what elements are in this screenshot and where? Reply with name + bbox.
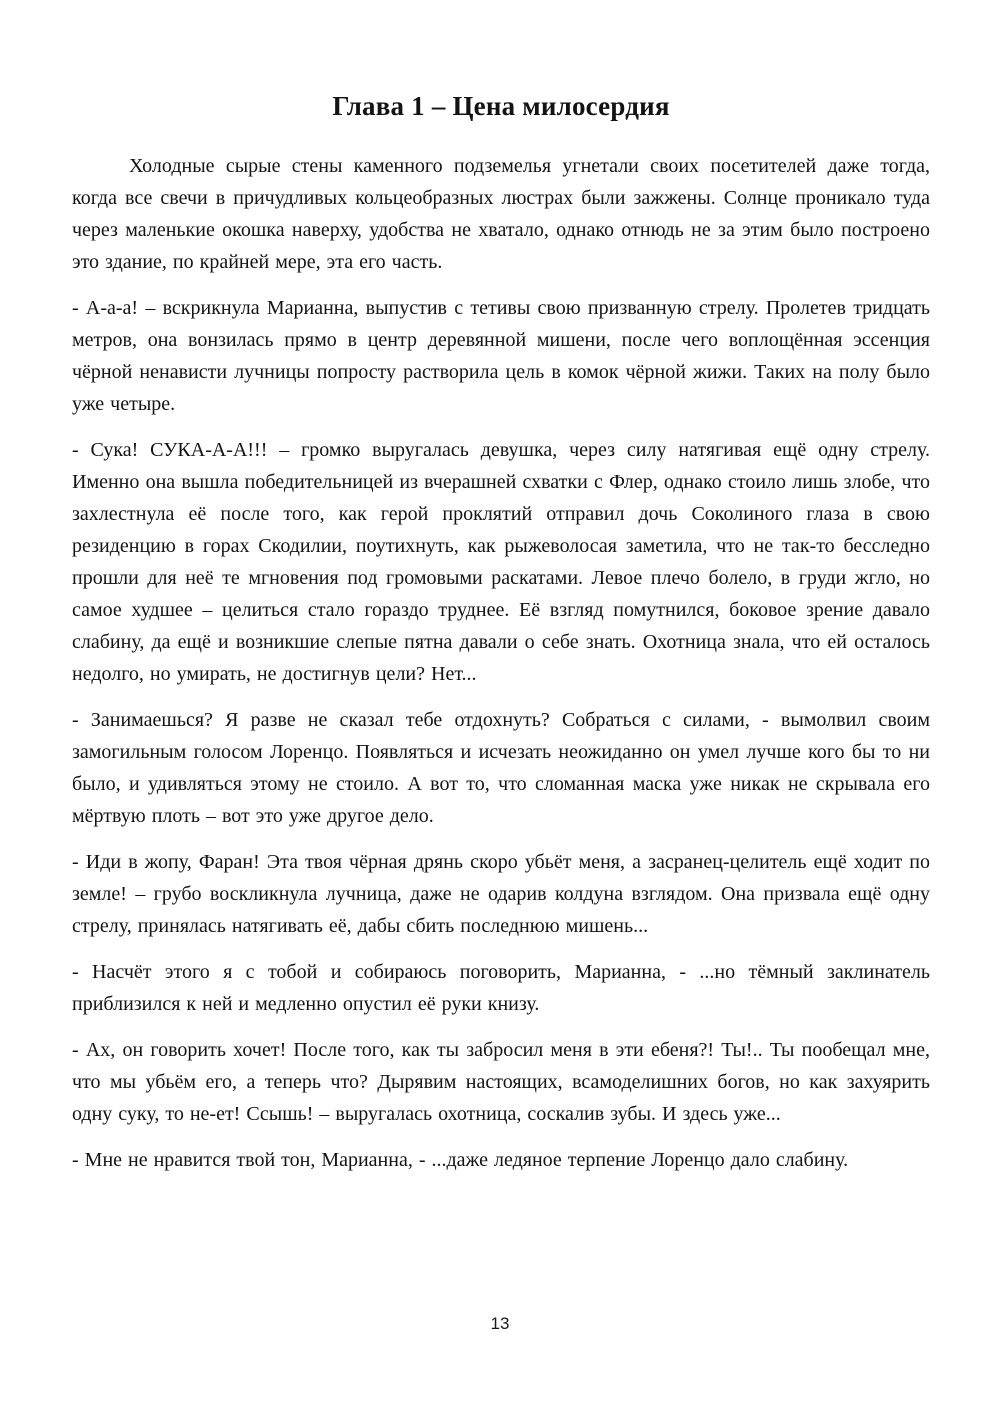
paragraph: - А-а-а! – вскрикнула Марианна, выпустив с тетивы свою призванную стрелу. Пролетев тридцать метров, она вонзилась прямо в центр деревянной мишени, после чего воплощённая эссенция чёрной ненависти лучницы попросту растворила цель в комок чёрной жижи. Таких на полу было уже четыре. bbox=[72, 296, 930, 415]
body-text bbox=[72, 150, 930, 1176]
page-number: 13 bbox=[490, 1314, 510, 1333]
paragraph: - Мне не нравится твой тон, Марианна, - ...даже ледяное терпение Лоренцо дало слабину. bbox=[72, 1148, 849, 1171]
chapter-title: Глава 1 – Цена милосердия bbox=[332, 91, 670, 121]
paragraph: Холодные сырые стены каменного подземелья угнетали своих посетителей даже тогда, когда все свечи в причудливых кольцеобразных люстрах были зажжены. Солнце проникало туда через маленькие окошка наверху, удобства не хватало, однако отнюдь не за этим было построено это здание, по крайней мере, эта его часть. bbox=[72, 154, 930, 273]
paragraph: - Занимаешься? Я разве не сказал тебе отдохнуть? Собраться с силами, - вымолвил своим замогильным голосом Лоренцо. Появляться и исчезать неожиданно он умел лучше кого бы то ни было, и удивляться этому не стоило. А вот то, что сломанная маска уже никак не скрывала его мёртвую плоть – вот это уже другое дело. bbox=[72, 708, 930, 827]
paragraph: - Сука! СУКА-А-А!!! – громко выругалась девушка, через силу натягивая ещё одну стрелу. Именно она вышла победительницей из вчерашней схватки с Флер, однако стоило лишь злобе, что захлестнула её после того, как герой проклятий отправил дочь Соколиного глаза в свою резиденцию в горах Скодилии, поутихнуть, как рыжеволосая заметила, что не так-то бесследно прошли для неё те мгновения под громовыми раскатами. Левое плечо болело, в груди жгло, но самое худшее – целиться стало гораздо труднее. Её взгляд помутнился, боковое зрение давало слабину, да ещё и возникшие слепые пятна давали о себе знать. Охотница знала, что ей осталось недолго, но умирать, не достигнув цели? Нет... bbox=[72, 438, 930, 685]
paragraph: - Насчёт этого я с тобой и собираюсь поговорить, Марианна, - ...но тёмный заклинатель приблизился к ней и медленно опустил её руки книзу. bbox=[72, 960, 930, 1015]
paragraph: - Иди в жопу, Фаран! Эта твоя чёрная дрянь скоро убьёт меня, а засранец-целитель ещё ходит по земле! – грубо воскликнула лучница, даже не одарив колдуна взглядом. Она призвала ещё одну стрелу, принялась натягивать её, дабы сбить последнюю мишень... bbox=[72, 850, 930, 937]
paragraph: - Ах, он говорить хочет! После того, как ты забросил меня в эти ебеня?! Ты!.. Ты пообещал мне, что мы убьём его, а теперь что? Дырявим настоящих, всамоделишних богов, но как захуярить одну суку, то не-ет! Ссышь! – выругалась охотница, соскалив зубы. И здесь уже... bbox=[72, 1038, 930, 1125]
